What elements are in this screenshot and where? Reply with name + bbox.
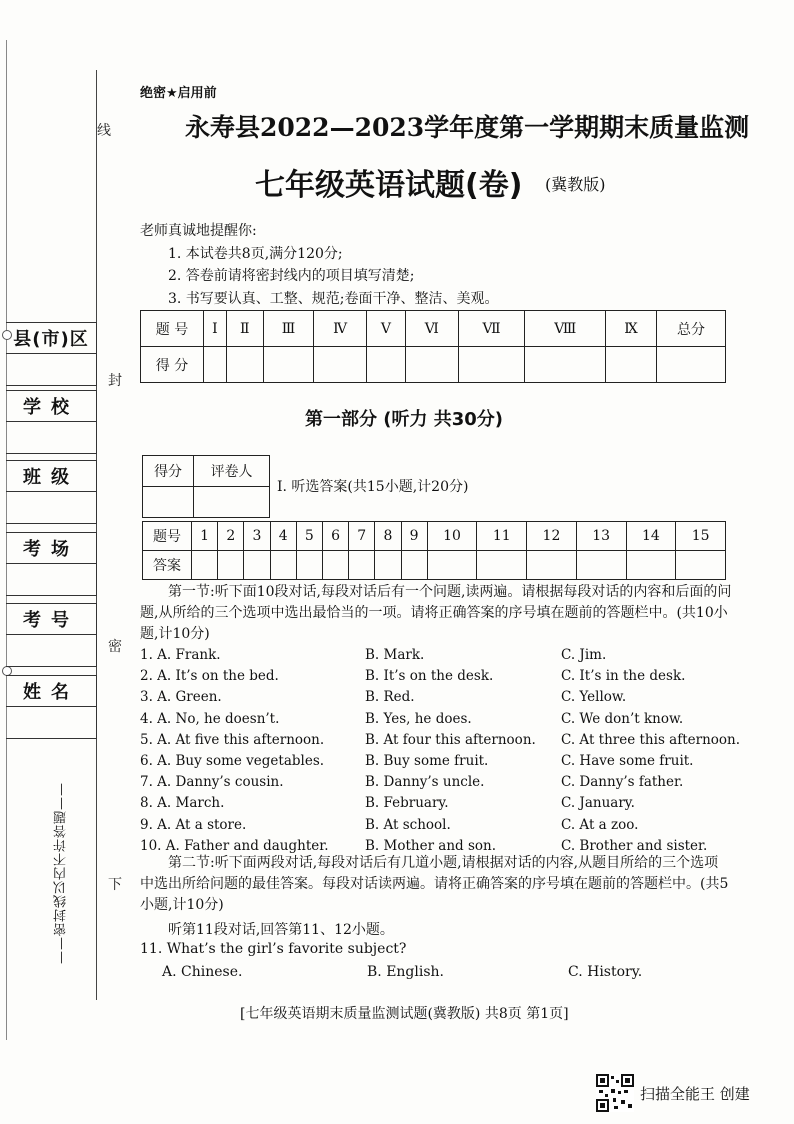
score-cell[interactable] <box>263 347 314 383</box>
question-option-c: C. Yellow. <box>561 689 627 706</box>
field-exam-room <box>6 532 97 596</box>
sub1-instruction: 第一节:听下面10段对话,每段对话后有一个问题,读两遍。请根据每段对话的内容和后面的问题,从所给的三个选项中选出最恰当的一项。请将正确答案的序号填在题前的答题栏中。(共10小题,计10分) <box>140 584 732 642</box>
answer-number-cell: 4 <box>270 522 296 551</box>
grader-table <box>142 455 270 518</box>
question-option-b: B. Buy some fruit. <box>365 753 489 769</box>
field-county <box>6 322 97 386</box>
field-name-label: 姓名 <box>6 676 96 707</box>
question-option-a: 5. A. At five this afternoon. <box>140 731 325 748</box>
answer-input-cell[interactable] <box>626 551 676 580</box>
q11-option-b: B. English. <box>367 964 444 980</box>
question-option-b: B. Danny’s uncle. <box>365 774 485 791</box>
binding-word-xia: 下 <box>108 877 122 893</box>
answer-input-cell[interactable] <box>427 551 477 580</box>
question-option-a: 8. A. March. <box>140 795 225 812</box>
section-number: Ⅶ <box>458 311 525 347</box>
part-one-title: 第一部分 (听力 共30分) <box>305 409 504 430</box>
section-number: Ⅷ <box>525 311 606 347</box>
score-cell[interactable] <box>606 347 657 383</box>
question-option-b: B. Yes, he does. <box>365 710 472 727</box>
total-score-cell[interactable] <box>657 347 726 383</box>
score-cell[interactable] <box>405 347 458 383</box>
question-option-c: C. Danny’s father. <box>561 774 684 791</box>
field-school <box>6 390 97 454</box>
q11-option-c: C. History. <box>568 964 643 980</box>
question-11: 11. What’s the girl’s favorite subject? <box>140 941 407 957</box>
question-option-a: 7. A. Danny’s cousin. <box>140 774 284 791</box>
seal-warning: ——密封线以内不许答题—— <box>54 782 69 964</box>
section-one-title: Ⅰ. 听选答案(共15小题,计20分) <box>277 479 469 495</box>
answer-number-cell: 5 <box>296 522 322 551</box>
question-option-b: B. Red. <box>365 689 415 706</box>
question-option-c: C. Have some fruit. <box>561 753 694 769</box>
answer-input-cell[interactable] <box>192 551 218 580</box>
question-option-a: 9. A. At a store. <box>140 816 247 833</box>
field-school-label: 学校 <box>6 391 96 422</box>
grader-reviewer-label: 评卷人 <box>194 456 270 487</box>
field-exam-room-label: 考场 <box>6 533 96 564</box>
answer-number-cell: 2 <box>218 522 244 551</box>
question-option-a: 2. A. It’s on the bed. <box>140 668 279 685</box>
notes-heading: 老师真诚地提醒你: <box>140 223 257 239</box>
question-option-c: C. Brother and sister. <box>561 837 708 854</box>
section-number: Ⅲ <box>263 311 314 347</box>
answer-input-cell[interactable] <box>244 551 270 580</box>
section-number: Ⅰ <box>204 311 227 347</box>
question-option-b: B. It’s on the desk. <box>365 668 494 685</box>
question-option-c: C. Jim. <box>561 647 607 663</box>
answer-number-cell: 14 <box>626 522 676 551</box>
question-option-c: C. We don’t know. <box>561 710 684 727</box>
score-row-label: 得 分 <box>141 347 204 383</box>
answer-number-cell: 11 <box>477 522 527 551</box>
question-option-c: C. It’s in the desk. <box>561 668 686 685</box>
exam-title: 永寿县2022—2023学年度第一学期期末质量监测 <box>185 113 750 142</box>
question-option-a: 1. A. Frank. <box>140 647 221 663</box>
answer-input-cell[interactable] <box>477 551 527 580</box>
score-cell[interactable] <box>226 347 263 383</box>
note-item: 3. 书写要认真、工整、规范;卷面干净、整洁、美观。 <box>168 290 499 307</box>
answer-input-cell[interactable] <box>296 551 322 580</box>
score-cell[interactable] <box>458 347 525 383</box>
field-county-label: 县(市)区 <box>6 323 96 354</box>
grader-score-cell[interactable] <box>143 487 194 518</box>
binding-word-mi: 密 <box>108 639 122 655</box>
answer-input-cell[interactable] <box>576 551 626 580</box>
note-item: 2. 答卷前请将密封线内的项目填写清楚; <box>168 268 415 284</box>
binding-word-xian: 线 <box>97 123 111 139</box>
section-number: Ⅳ <box>314 311 366 347</box>
edition-label: (冀教版) <box>545 175 606 194</box>
field-exam-number <box>6 603 97 667</box>
score-cell[interactable] <box>204 347 227 383</box>
section-number: Ⅸ <box>606 311 657 347</box>
note-item: 1. 本试卷共8页,满分120分; <box>168 245 343 262</box>
sub2-instruction: 第二节:听下面两段对话,每段对话后有几道小题,请根据对话的内容,从题目所给的三个选项中选出所给问题的最佳答案。每段对话读两遍。请将正确答案的序号填在题前的答题栏中。(共5小题,计10分) <box>140 855 729 913</box>
answer-input-cell[interactable] <box>349 551 375 580</box>
answer-number-cell: 8 <box>375 522 401 551</box>
answer-input-cell[interactable] <box>401 551 427 580</box>
answer-number-cell: 13 <box>576 522 626 551</box>
question-option-b: B. At school. <box>365 816 451 833</box>
field-name <box>6 675 97 739</box>
field-exam-number-label: 考号 <box>6 604 96 635</box>
answer-table-q-label: 题号 <box>143 522 192 551</box>
field-class-label: 班级 <box>6 461 96 492</box>
answer-input-cell[interactable] <box>527 551 577 580</box>
answer-input-cell[interactable] <box>322 551 348 580</box>
answer-number-cell: 12 <box>527 522 577 551</box>
question-option-a: 10. A. Father and daughter. <box>140 837 329 854</box>
answer-table <box>142 521 726 580</box>
question-option-a: 6. A. Buy some vegetables. <box>140 753 325 769</box>
binding-word-feng: 封 <box>108 373 122 389</box>
field-class <box>6 460 97 524</box>
q11-option-a: A. Chinese. <box>162 964 243 980</box>
exam-subtitle: 七年级英语试题(卷) <box>255 168 523 203</box>
dialog-intro: 听第11段对话,回答第11、12小题。 <box>168 922 394 938</box>
question-option-a: 4. A. No, he doesn’t. <box>140 710 280 727</box>
answer-input-cell[interactable] <box>218 551 244 580</box>
question-option-c: C. At three this afternoon. <box>561 731 741 748</box>
answer-number-cell: 7 <box>349 522 375 551</box>
question-option-b: B. Mark. <box>365 647 425 663</box>
answer-number-cell: 10 <box>427 522 477 551</box>
question-option-c: C. January. <box>561 795 635 812</box>
question-option-a: 3. A. Green. <box>140 689 222 706</box>
answer-number-cell: 1 <box>192 522 218 551</box>
answer-number-cell: 3 <box>244 522 270 551</box>
score-table-header: 题 号 <box>141 311 204 347</box>
question-option-b: B. Mother and son. <box>365 837 497 854</box>
grader-score-label: 得分 <box>143 456 194 487</box>
answer-input-cell[interactable] <box>270 551 296 580</box>
scanner-watermark: 扫描全能王 创建 <box>640 1085 750 1103</box>
total-header: 总分 <box>657 311 726 347</box>
answer-number-cell: 9 <box>401 522 427 551</box>
answer-table-a-label: 答案 <box>143 551 192 580</box>
grader-reviewer-cell[interactable] <box>194 487 270 518</box>
score-table <box>140 310 726 383</box>
section-number: Ⅱ <box>226 311 263 347</box>
score-cell[interactable] <box>525 347 606 383</box>
answer-input-cell[interactable] <box>375 551 401 580</box>
score-cell[interactable] <box>366 347 405 383</box>
section-number: Ⅵ <box>405 311 458 347</box>
question-option-b: B. At four this afternoon. <box>365 731 536 748</box>
confidential-mark: 绝密★启用前 <box>140 86 217 101</box>
qr-code-icon <box>596 1074 634 1112</box>
notes-block <box>140 220 499 310</box>
question-option-c: C. At a zoo. <box>561 816 639 833</box>
page-footer: [七年级英语期末质量监测试题(冀教版) 共8页 第1页] <box>240 1006 569 1022</box>
answer-number-cell: 6 <box>322 522 348 551</box>
answer-input-cell[interactable] <box>676 551 726 580</box>
answer-number-cell: 15 <box>676 522 726 551</box>
section-number: Ⅴ <box>366 311 405 347</box>
question-option-b: B. February. <box>365 795 449 812</box>
score-cell[interactable] <box>314 347 366 383</box>
